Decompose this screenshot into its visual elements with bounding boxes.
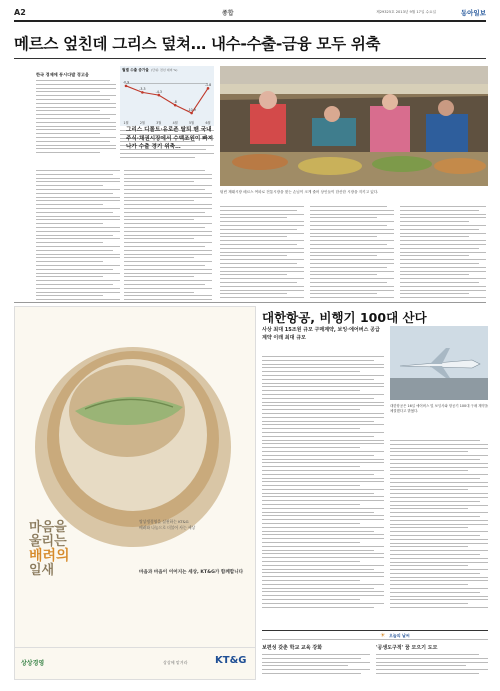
ad-brand-bar (15, 647, 256, 679)
chart-data-label: -0.9 (122, 80, 130, 85)
feature-caption: 대한항공은 16일 에어버스 및 보잉사와 항공기 100대 구매 계약을 체결했다고 밝혔다. (390, 404, 489, 413)
chart-tick-label: 4월 (172, 121, 178, 125)
body-text-left (36, 170, 120, 298)
chart-point (190, 112, 193, 115)
market-photo (220, 66, 488, 186)
pull-quote: 그리스 디폴트·유로존 탈퇴 땐 국내 주식·채권시장에서 수백조원이 빠져나가 수출 경기 위축… (126, 127, 214, 151)
chart-tick-label: 6월 (205, 121, 211, 125)
chart-point (158, 94, 161, 97)
chart-tick-label: 1월 (123, 121, 129, 125)
ktng-ad (14, 306, 256, 680)
ad-slogan: 마음과 마음이 이어지는 세상, KT&G가 함께합니다 (139, 570, 244, 575)
ad-brand-right: KT&G (215, 655, 247, 666)
ad-headline-line-3: 배려의 (29, 548, 70, 564)
masthead (14, 8, 486, 18)
ad-subtext-line-1: 쌍상생경영을 실천하는 KT&G (139, 519, 189, 524)
ad-subtext (139, 519, 249, 531)
market-photo-graphic (220, 66, 488, 186)
ad-headline-line-1: 마음을 (29, 520, 67, 535)
masthead-rule (14, 20, 486, 22)
bottom-left-text (262, 654, 370, 684)
weather-label: 오늘의 날씨 (389, 633, 410, 638)
chart-box-label: 한국 경제에 동시다발 경고음 (36, 72, 89, 77)
chart-text-col-1 (36, 80, 116, 166)
chart-point (141, 91, 144, 94)
issue-info: 제29325호 2013년 9월 17일 수요일 (376, 10, 436, 14)
chart-data-label: -3.3 (139, 87, 146, 92)
headline-rule (14, 58, 486, 59)
feature-title: 대한항공, 비행기 100대 산다 (262, 310, 427, 325)
body-text-mid-2 (310, 206, 394, 298)
ad-headline-line-2: 울리는 (29, 534, 67, 549)
body-text-left-2 (124, 170, 212, 298)
bottom-right-title: '공생도구적' 꿈 모으기 도모 (376, 645, 438, 651)
chart-area (120, 66, 214, 126)
section-label: 종합 (222, 10, 234, 17)
chart-point (174, 104, 177, 107)
ad-bowl-graphic (15, 307, 256, 547)
chart-unit: (단위: 전년 대비 %) (151, 68, 178, 73)
chart-tick-label: 3월 (156, 121, 162, 125)
photo-caption: 텅빈 재래시장 메르스 여파로 전통시장을 찾는 손님이 크게 줄어 상인들이 한산한 시장을 지키고 있다. (220, 190, 379, 194)
line-chart (120, 72, 214, 126)
feature-photo (390, 326, 488, 400)
weather-icon: ☀ (380, 632, 386, 639)
ad-subtext-line-2: 배려와 나눔으로 더불어 사는 세상 (139, 525, 196, 530)
chart-point (125, 85, 128, 88)
chart-data-label: -10.9 (187, 107, 196, 112)
bottom-left-title: 보편성 갖춘 학교 교육 강화 (262, 645, 323, 651)
chart-data-label: -4.3 (155, 89, 162, 94)
ad-brand-left: 상상경영 (21, 660, 45, 667)
feature-text-2 (390, 440, 488, 626)
feature-subtitle: 사상 최대 15조원 규모 구매계약, 보잉·에어버스 공급계약 이래 최대 규모 (262, 327, 380, 341)
body-text-mid-3 (400, 206, 486, 298)
newspaper-logo: 동아일보 (460, 9, 486, 17)
bottom-right-text (376, 654, 488, 684)
body-text-mid-1 (220, 206, 304, 298)
ad-headline-line-4: 일새 (29, 563, 55, 578)
ad-side-note: 상상에 맡겨라 (163, 660, 188, 665)
chart-point (207, 87, 210, 90)
section-divider (14, 302, 486, 303)
main-headline: 메르스 엎친데 그리스 덮쳐… 내수-수출-금융 모두 위축 (14, 35, 381, 53)
airplane-graphic (390, 326, 488, 400)
feature-text-1 (262, 356, 384, 626)
chart-title: 월별 수출 증가율 (122, 68, 149, 72)
chart-data-label: -1.8 (204, 83, 212, 88)
chart-data-label: -8 (173, 99, 177, 104)
weather-bar (262, 630, 488, 640)
page-number: A2 (14, 8, 26, 17)
ad-headline (29, 521, 139, 578)
chart-tick-label: 5월 (189, 121, 195, 125)
chart-tick-label: 2월 (139, 121, 145, 125)
